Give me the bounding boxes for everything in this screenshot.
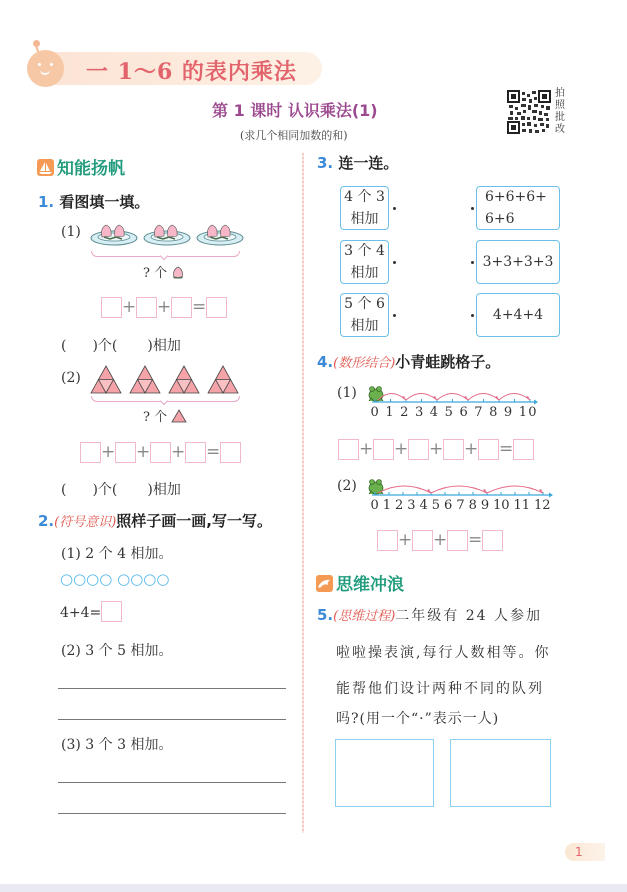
frog-icon (369, 387, 383, 402)
q1-part2-fill-sentence (61, 479, 181, 499)
q1-text: 看图填一填。 (59, 193, 150, 211)
column-divider (302, 153, 304, 833)
q1-part1-label: (1) (61, 224, 81, 240)
match-left-item[interactable] (340, 240, 389, 284)
triangle-icon (171, 409, 187, 423)
connect-dot[interactable] (393, 207, 396, 210)
plus-sign: + (359, 439, 374, 459)
drawing-box-2[interactable] (450, 739, 551, 807)
q3-number: 3. (317, 154, 334, 172)
match-right-item[interactable] (476, 240, 560, 284)
q2-part1-equation (60, 601, 122, 622)
answer-box[interactable] (478, 439, 499, 460)
connect-dot[interactable] (393, 314, 396, 317)
answer-box[interactable] (101, 601, 122, 622)
connect-dot[interactable] (471, 261, 474, 264)
chapter-title: 一 1～6 的表内乘法 (86, 59, 297, 85)
caption-text: ? 个 (143, 410, 168, 425)
answer-box[interactable] (206, 297, 227, 318)
plus-sign: + (136, 442, 151, 462)
sailboat-icon (37, 159, 54, 176)
section-title-text: 知能扬帆 (57, 159, 125, 179)
q1-part1-equation (101, 297, 227, 319)
q4-tag: (数形结合) (333, 356, 396, 371)
answer-box[interactable] (150, 442, 171, 463)
writing-line[interactable] (58, 782, 286, 783)
equals-sign: = (468, 530, 483, 550)
plus-sign: + (157, 297, 172, 317)
match-right-item[interactable] (476, 293, 560, 337)
q4-text: 小青蛙跳格子。 (395, 353, 501, 371)
page-number: 1 (565, 843, 605, 861)
connect-dot[interactable] (393, 261, 396, 264)
fill-end: )相加 (147, 482, 181, 498)
answer-box[interactable] (115, 442, 136, 463)
connect-dot[interactable] (471, 314, 474, 317)
q5-line2: 啦啦操表演,每行人数相等。你 (336, 645, 551, 661)
answer-box[interactable] (101, 297, 122, 318)
q5-line3: 能帮他们设计两种不同的队列 (336, 681, 544, 697)
q5-line4: 吗?(用一个“·”表示一人) (336, 711, 500, 727)
equals-sign: = (192, 297, 207, 317)
q2-part1-label: (1) 2 个 4 相加。 (61, 546, 173, 562)
answer-box[interactable] (185, 442, 206, 463)
match-text: 相加 (350, 211, 379, 227)
answer-box[interactable] (171, 297, 192, 318)
q1-part2-caption (143, 406, 187, 425)
section-title-zhineng (37, 154, 125, 179)
q4-part2-equation (377, 530, 503, 552)
equals-sign: = (206, 442, 221, 462)
answer-box[interactable] (412, 530, 433, 551)
equation-text: 4+4= (60, 605, 102, 621)
plus-sign: + (171, 442, 186, 462)
q3-text: 连一连。 (338, 154, 399, 172)
mascot-antenna (33, 40, 40, 47)
writing-line[interactable] (58, 688, 286, 689)
q4-heading (317, 351, 500, 372)
answer-box[interactable] (447, 530, 468, 551)
q2-number: 2. (38, 512, 55, 530)
lesson-title: 第 1 课时 认识乘法(1) (212, 101, 378, 120)
q2-tag: (符号意识) (54, 515, 117, 530)
plus-sign: + (429, 439, 444, 459)
lesson-subtitle: (求几个相同加数的和) (240, 129, 348, 142)
answer-box[interactable] (377, 530, 398, 551)
match-left-item[interactable] (340, 293, 389, 337)
match-left-item[interactable] (340, 186, 389, 230)
fill-mid: )个( (92, 338, 118, 354)
writing-line[interactable] (58, 719, 286, 720)
q1-heading (38, 191, 149, 212)
answer-box[interactable] (80, 442, 101, 463)
q2-part3-label: (3) 3 个 3 相加。 (61, 737, 173, 753)
peach-icon (171, 265, 185, 279)
q5-text: 二年级有 24 人参加 (395, 608, 543, 624)
q1-number: 1. (38, 193, 55, 211)
number-line-1 (366, 383, 546, 421)
q1-part1-fill-sentence (61, 335, 181, 355)
match-text: 3 个 4 (344, 243, 385, 259)
number-line-2 (366, 476, 556, 514)
answer-box[interactable] (220, 442, 241, 463)
q2-part2-label: (2) 3 个 5 相加。 (61, 643, 173, 659)
q1-part2-equation (80, 442, 241, 464)
svg-text:0 1 2 3 4 5 6 7 8 9 10: 0 1 2 3 4 5 6 7 8 9 10 (370, 405, 537, 420)
q5-tag: (思维过程) (333, 609, 396, 624)
answer-box[interactable] (373, 439, 394, 460)
plus-sign: + (398, 530, 413, 550)
connect-dot[interactable] (471, 207, 474, 210)
dolphin-icon (316, 575, 333, 592)
q4-part2-label: (2) (337, 478, 357, 494)
paren-open: ( (61, 338, 67, 354)
plus-sign: + (394, 439, 409, 459)
q4-part1-label: (1) (337, 385, 357, 401)
q2-example-circles: ○○○○ ○○○○ (60, 570, 170, 588)
match-text: 5 个 6 (344, 296, 385, 312)
section-title-siwei (316, 570, 404, 595)
paren-open: ( (61, 482, 67, 498)
plus-sign: + (101, 442, 116, 462)
match-text: 4 个 3 (344, 189, 385, 205)
q5-number: 5. (317, 606, 334, 624)
mascot-eye-icon (38, 63, 41, 66)
plus-sign: + (122, 297, 137, 317)
bottom-edge (0, 884, 627, 892)
answer-box[interactable] (338, 439, 359, 460)
q1-part2-label: (2) (61, 370, 81, 386)
plus-sign: + (433, 530, 448, 550)
match-right-item[interactable] (476, 186, 560, 230)
match-text: 相加 (350, 318, 379, 334)
triangles-image (90, 365, 240, 395)
answer-box[interactable] (136, 297, 157, 318)
answer-box[interactable] (482, 530, 503, 551)
answer-box[interactable] (408, 439, 429, 460)
match-text: 6+6 (485, 211, 515, 227)
section-title-text: 思维冲浪 (336, 575, 404, 595)
writing-line[interactable] (58, 813, 286, 814)
q3-heading (317, 152, 398, 173)
match-text: 4+4+4 (492, 307, 544, 323)
q2-text: 照样子画一画,写一写。 (116, 512, 272, 530)
match-text: 3+3+3+3 (482, 254, 554, 270)
caption-text: ? 个 (143, 266, 168, 281)
q5-line1 (317, 605, 542, 625)
match-text: 6+6+6+ (485, 189, 547, 205)
q1-part1-caption (143, 262, 185, 281)
fill-end: )相加 (147, 338, 181, 354)
qr-code-icon[interactable] (507, 90, 551, 134)
drawing-box-1[interactable] (335, 739, 434, 807)
answer-box[interactable] (513, 439, 534, 460)
equals-sign: = (499, 439, 514, 459)
q4-number: 4. (317, 353, 334, 371)
answer-box[interactable] (443, 439, 464, 460)
qr-label: 拍照批改 (555, 88, 565, 135)
plates-of-peaches-image (90, 218, 246, 248)
q4-part1-equation (338, 439, 534, 461)
mascot-eye-icon (50, 63, 53, 66)
q2-heading (38, 510, 272, 531)
plus-sign: + (464, 439, 479, 459)
svg-text:0 1 2 3 4 5 6 7 8 9 10 11 12: 0 1 2 3 4 5 6 7 8 9 10 11 12 (370, 498, 551, 513)
match-text: 相加 (350, 265, 379, 281)
fill-mid: )个( (92, 482, 118, 498)
